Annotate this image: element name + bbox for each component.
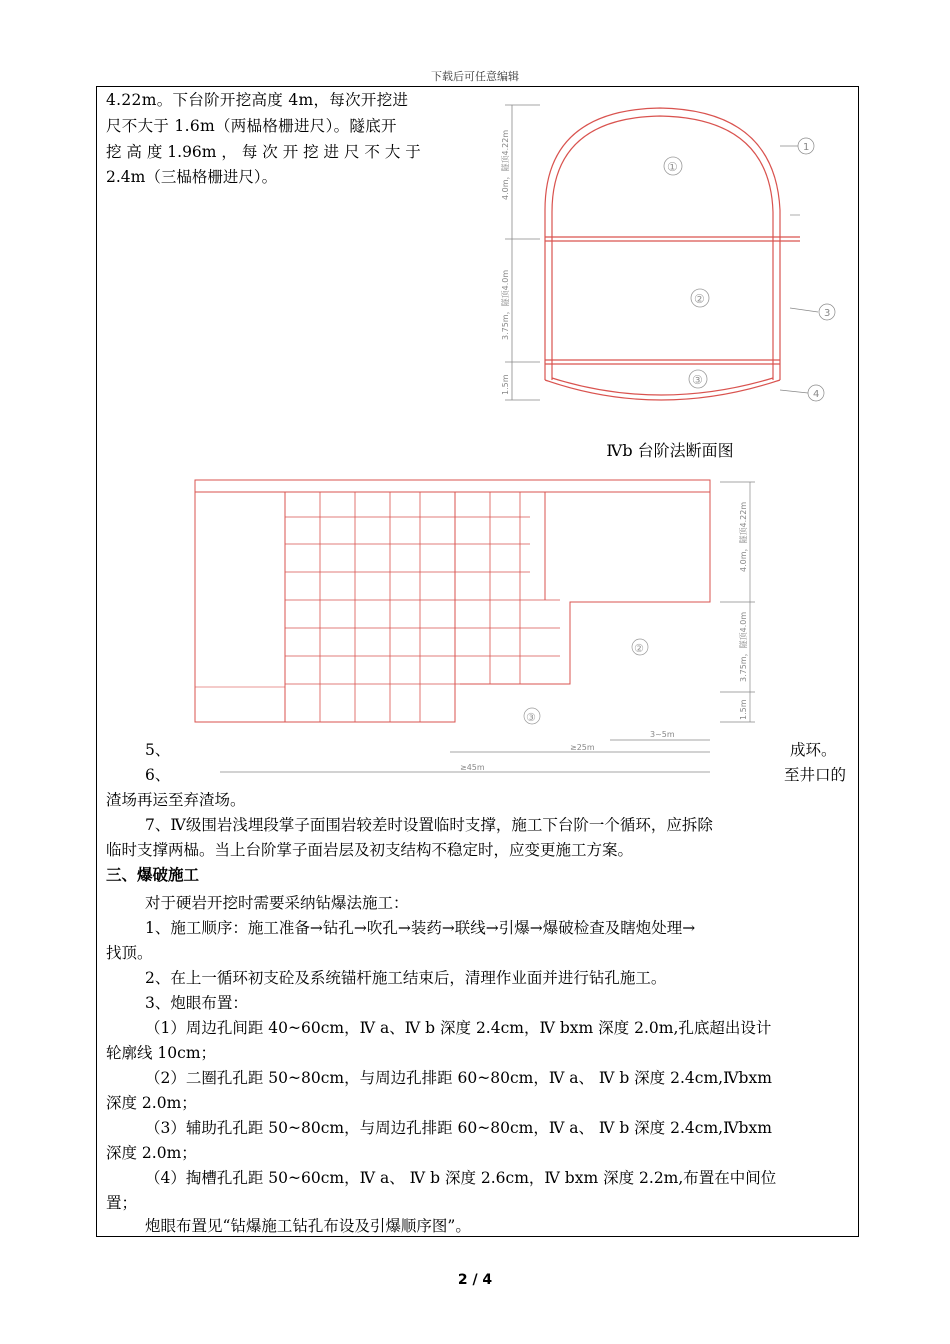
blasting-line-7: 轮廓线 10cm； bbox=[106, 1044, 217, 1062]
page-number: 2 / 4 bbox=[457, 1272, 493, 1288]
section-title-blasting: 三、爆破施工 bbox=[106, 865, 200, 884]
long-zone-2: ② bbox=[634, 642, 644, 655]
long-dim-upper: 4.0m，隧顶4.22m bbox=[739, 501, 748, 572]
callout-3: 3 bbox=[824, 308, 831, 319]
blasting-line-3: 找顶。 bbox=[106, 944, 153, 962]
blasting-line-13: 置； bbox=[106, 1194, 138, 1212]
blasting-line-4: 2、在上一循环初支砼及系统锚杆施工结束后，清理作业面并进行钻孔施工。 bbox=[145, 969, 667, 987]
item-7-line-2: 临时支撑两榀。当上台阶掌子面岩层及初支结构不稳定时，应变更施工方案。 bbox=[106, 841, 634, 859]
zone-3-label: ③ bbox=[692, 373, 703, 387]
intro-line-1: 4.22m。下台阶开挖高度 4m，每次开挖进 bbox=[106, 91, 409, 109]
callout-1: 1 bbox=[803, 142, 810, 153]
long-dim-25m: ≥25m bbox=[570, 743, 595, 752]
intro-line-2: 尺不大于 1.6m（两榀格栅进尺）。隧底开 bbox=[106, 117, 397, 135]
blasting-line-2: 1、施工顺序：施工准备→钻孔→吹孔→装药→联线→引爆→爆破检查及瞎炮处理→ bbox=[145, 919, 696, 937]
dim-lower: 1.5m bbox=[501, 374, 510, 395]
blasting-line-5: 3、炮眼布置： bbox=[145, 994, 248, 1012]
figure-caption: Ⅳb 台阶法断面图 bbox=[606, 441, 734, 460]
item-5-start: 5、 bbox=[145, 741, 171, 759]
blasting-line-11: 深度 2.0m； bbox=[106, 1144, 197, 1162]
item-5-end: 成环。 bbox=[790, 741, 837, 759]
blasting-line-14: 炮眼布置见“钻爆施工钻孔布设及引爆顺序图”。 bbox=[145, 1217, 471, 1235]
header-note: 下载后可任意编辑 bbox=[431, 70, 519, 83]
longitudinal-section-drawing bbox=[160, 462, 780, 787]
long-dim-45m: ≥45m bbox=[460, 763, 485, 772]
blasting-line-9: 深度 2.0m； bbox=[106, 1094, 197, 1112]
blasting-line-6: （1）周边孔间距 40~60cm，Ⅳ a、Ⅳ b 深度 2.4cm，Ⅳ bxm 深度 2.0m,孔底超出设计 bbox=[145, 1019, 772, 1037]
long-zone-3: ③ bbox=[526, 711, 536, 724]
long-dim-middle: 3.75m，隧顶4.0m bbox=[739, 611, 748, 682]
zone-1-label: ① bbox=[667, 160, 678, 174]
long-dim-lower: 1.5m bbox=[739, 699, 748, 720]
item-7-line-1: 7、Ⅳ级围岩浅埋段掌子面围岩较差时设置临时支撑，施工下台阶一个循环，应拆除 bbox=[145, 816, 713, 834]
callout-4: 4 bbox=[813, 389, 820, 400]
zone-2-label: ② bbox=[694, 292, 705, 306]
dim-middle: 3.75m，隧顶4.0m bbox=[501, 269, 510, 340]
intro-line-3: 挖 高 度 1.96m ， 每 次 开 挖 进 尺 不 大 于 bbox=[106, 143, 421, 161]
blasting-line-8: （2）二圈孔孔距 50~80cm，与周边孔排距 60~80cm，Ⅳ a、 Ⅳ b 深度 2.4cm,Ⅳbxm bbox=[145, 1069, 772, 1087]
item-6-end: 至井口的 bbox=[784, 766, 847, 784]
blasting-line-12: （4）掏槽孔孔距 50~60cm，Ⅳ a、 Ⅳ b 深度 2.6cm，Ⅳ bxm 深度 2.2m,布置在中间位 bbox=[145, 1169, 777, 1187]
cross-section-drawing bbox=[490, 90, 850, 425]
blasting-line-10: （3）辅助孔孔距 50~80cm，与周边孔排距 60~80cm，Ⅳ a、 Ⅳ b 深度 2.4cm,Ⅳbxm bbox=[145, 1119, 772, 1137]
blasting-line-1: 对于硬岩开挖时需要采纳钻爆法施工： bbox=[145, 894, 409, 912]
intro-line-4: 2.4m（三榀格栅进尺）。 bbox=[106, 168, 278, 186]
item-6-start: 6、 bbox=[145, 766, 171, 784]
dim-upper: 4.0m，隧顶4.22m bbox=[501, 129, 510, 200]
long-dim-3-5m: 3~5m bbox=[650, 730, 675, 739]
item-6-continued: 渣场再运至弃渣场。 bbox=[106, 791, 246, 809]
